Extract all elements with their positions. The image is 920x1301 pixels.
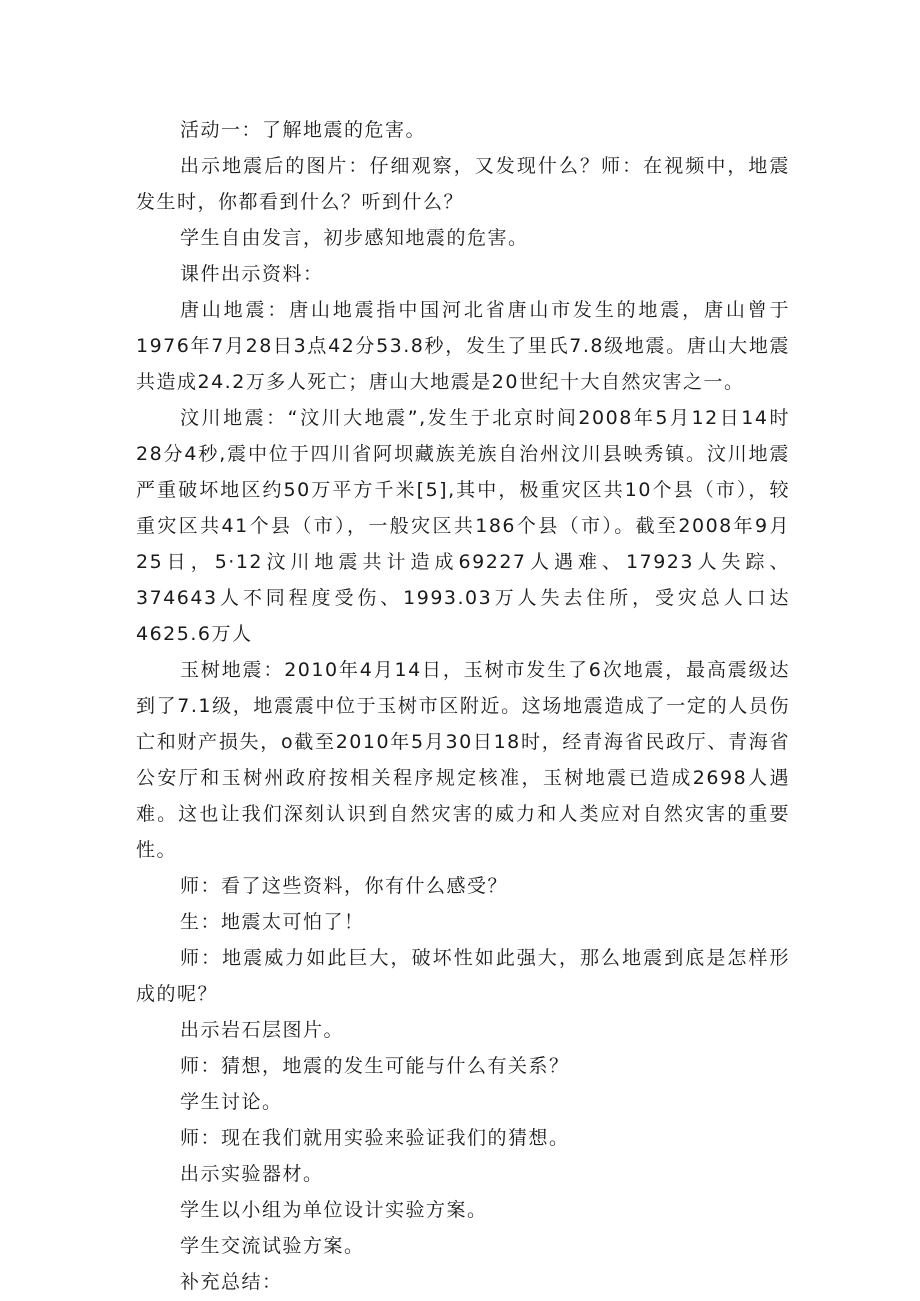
paragraph-summary: 补充总结： [180,1271,283,1293]
paragraph-teacher-experiment: 师：现在我们就用实验来验证我们的猜想。 [180,1127,570,1149]
paragraph-student-discussion: 学生讨论。 [180,1091,283,1113]
paragraph-show-equipment: 出示实验器材。 [180,1163,324,1185]
paragraph-courseware-materials: 课件出示资料： [180,263,324,285]
paragraph-activity-title: 活动一：了解地震的危害。 [180,119,427,141]
paragraph-show-pictures: 出示地震后的图片：仔细观察，又发现什么？师：在视频中，地震发生时，你都看到什么？听到什么？ [136,155,790,213]
paragraph-teacher-question-formation: 师：地震威力如此巨大，破坏性如此强大，那么地震到底是怎样形成的呢？ [136,947,790,1005]
paragraph-teacher-guess: 师：猜想，地震的发生可能与什么有关系？ [180,1055,570,1077]
paragraph-show-rock-layers: 出示岩石层图片。 [180,1019,345,1041]
paragraph-teacher-question-feelings: 师：看了这些资料，你有什么感受？ [180,875,509,897]
paragraph-exchange-plans: 学生交流试验方案。 [180,1235,365,1257]
paragraph-tangshan-earthquake: 唐山地震：唐山地震指中国河北省唐山市发生的地震，唐山曾于1976年7月28日3点42分53.8秒，发生了里氏7.8级地震。唐山大地震共造成24.2万多人死亡；唐山大地震是20世纪十大自然灾害之一。 [136,299,790,393]
paragraph-students-speak: 学生自由发言，初步感知地震的危害。 [180,227,529,249]
paragraph-group-design: 学生以小组为单位设计实验方案。 [180,1199,488,1221]
paragraph-wenchuan-earthquake: 汶川地震：“汶川大地震”,发生于北京时间2008年5月12日14时28分4秒,震中位于四川省阿坝藏族羌族自治州汶川县映秀镇。汶川地震严重破坏地区约50万平方千米[5],其中，极重灾区共10个县（市），较重灾区共41个县（市），一般灾区共186个县（市）。截至2008年9月25日，5·12汶川地震共计造成69227人遇难、17923人失踪、374643人不同程度受伤、1993.03万人失去住所，受灾总人口达4625.6万人 [136,407,790,645]
paragraph-yushu-earthquake: 玉树地震：2010年4月14日，玉树市发生了6次地震，最高震级达到了7.1级，地震震中位于玉树市区附近。这场地震造成了一定的人员伤亡和财产损失，o截至2010年5月30日18时，经青海省民政厅、青海省公安厅和玉树州政府按相关程序规定核准，玉树地震已造成2698人遇难。这也让我们深刻认识到自然灾害的威力和人类应对自然灾害的重要性。 [136,659,790,861]
paragraph-student-answer: 生：地震太可怕了！ [180,911,365,933]
